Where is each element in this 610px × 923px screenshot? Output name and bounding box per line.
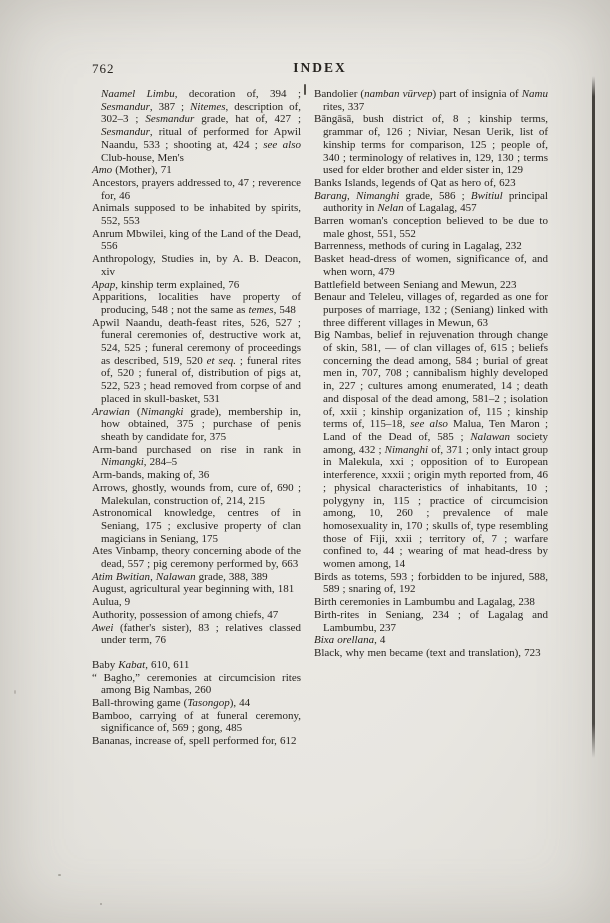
index-letter-group	[314, 88, 548, 660]
scan-speckle	[14, 690, 16, 694]
index-entry: Birth-rites in Seniang, 234 ; of Lagalag and Lambumbu, 237	[314, 608, 548, 634]
index-entry: Ancestors, prayers addressed to, 47 ; reverence for, 46	[92, 176, 301, 202]
index-entry: August, agricultural year beginning with, 181	[92, 583, 295, 596]
index-entry: Animals supposed to be inhabited by spirits, 552, 553	[92, 202, 301, 228]
index-entry: Bamboo, carrying of at funeral ceremony, significance of, 569 ; gong, 485	[92, 709, 301, 735]
index-entry: Baby Kabat, 610, 611	[92, 658, 190, 671]
index-columns	[92, 88, 548, 748]
index-entry: Barrenness, methods of curing in Lagalag, 232	[314, 240, 522, 253]
index-entry: Ball-throwing game (Tasongop), 44	[92, 697, 251, 710]
index-entry: Aulua, 9	[92, 596, 131, 609]
index-entry: Black, why men became (text and translation), 723	[314, 646, 541, 659]
index-entry: Naamel Limbu, decoration of, 394 ; Sesmandur, 387 ; Nitemes, description of, 302–3 ; Sesmandur grade, hat of, 427 ; Sesmandur, ritual of performed for Apwil Naandu, 533 ; shooting at, 424 ; see also Club-house, Men's	[101, 88, 302, 164]
index-entry: Arrows, ghostly, wounds from, cure of, 690 ; Malekulan, construction of, 214, 215	[92, 481, 301, 507]
index-entry: Anthropology, Studies in, by A. B. Deacon, xiv	[92, 253, 301, 278]
page-number: 762	[92, 61, 115, 76]
index-entry: Banks Islands, legends of Qat as hero of, 623	[314, 176, 516, 189]
index-entry: Ates Vinbamp, theory concerning abode of the dead, 557 ; pig ceremony performed by, 663	[92, 545, 301, 571]
index-entry: Apparitions, localities have property of producing, 548 ; not the same as temes, 548	[92, 291, 301, 316]
index-column-right	[314, 88, 548, 748]
index-entry: Apwil Naandu, death-feast rites, 526, 527 ; funeral ceremonies of, destructive work at, 524, 525 ; funeral ceremony of proceedings as described, 519, 520 et seq. ; funeral rites of, 520 ; funeral of, distribution of pigs at, 522, 523 ; head removed from corpse of and placed in skull-basket, 531	[92, 316, 301, 405]
page-title: INDEX	[293, 60, 347, 75]
index-letter-group	[92, 659, 301, 748]
index-entry: Battlefield between Seniang and Mewun, 223	[314, 278, 517, 291]
index-column-left	[92, 88, 301, 748]
index-entry: Benaur and Teleleu, villages of, regarded as one for purposes of marriage, 132 ; (Seniang) linked with three different villages in Mewun, 63	[314, 291, 548, 329]
scan-speckle	[100, 903, 102, 905]
index-entry: Big Nambas, belief in rejuvenation through change of skin, 581, — of clan villages of, 615 ; beliefs concerning the dead among, 584 ; burial of great men in, 707, 708 ; cannibalism highly developed in, 227 ; cultures among enumerated, 14 ; death and disposal of the dead among, 581–2 ; isolation of, xxii ; kinship organization of, 115 ; kinship terms of, 115–18, see also Malua, Ten Maron ; Land of the Dead of, 585 ; Nalawan society among, 432 ; Nimanghi of, 371 ; only intact group in Malekula, xxi ; opposition of to European interference, xxxii ; origin myth reported from, 46 ; physical characteristics of inhabitants, 10 ; polygyny in, 115 ; practice of circumcision among, 10, 260 ; prevalence of male homosexuality in, 170 ; skulls of, type resembling those of Fiji, xxii ; territory of, 7 ; warfare confined to, 44 ; wearing of mat head-dress by women among, 14	[314, 329, 548, 571]
index-entry: Awei (father's sister), 83 ; relatives classed under term, 76	[92, 621, 301, 647]
index-entry: Birds as totems, 593 ; forbidden to be injured, 588, 589 ; snaring of, 192	[314, 570, 548, 596]
index-entry: Anrum Mbwilei, king of the Land of the Dead, 556	[92, 227, 301, 253]
index-entry: Bandolier (namban vürvep) part of insignia of Namu rites, 337	[314, 88, 548, 113]
index-entry: Barren woman's conception believed to be due to male ghost, 551, 552	[314, 215, 548, 240]
page-edge-line	[592, 76, 595, 758]
index-entry: Bāngāsā, bush district of, 8 ; kinship terms, grammar of, 126 ; Niviar, Nesan Uerik, list of kinship terms for comparison, 125 ; people of, 340 ; terminology of relatives in, 129, 130 ; terms used for elder brother and elder sister in, 129	[314, 113, 548, 177]
index-entry: Arm-band purchased on rise in rank in Nimangki, 284–5	[92, 443, 301, 469]
index-entry: Barang, Nimanghi grade, 586 ; Bwitiul principal authority in Nelan of Lagalag, 457	[314, 189, 548, 215]
index-entry: Apap, kinship term explained, 76	[92, 278, 240, 291]
column-separator-mark	[304, 84, 306, 95]
index-entry: Arm-bands, making of, 36	[92, 469, 210, 482]
page-header	[92, 60, 548, 78]
index-entry: Amo (Mother), 71	[92, 164, 172, 177]
index-entry: Bananas, increase of, spell performed for, 612	[92, 735, 297, 748]
index-entry: Arawian (Nimangki grade), membership in, how obtained, 375 ; purchase of penis sheath by candidate for, 375	[92, 405, 301, 443]
index-entry: Atim Bwitian, Nalawan grade, 388, 389	[92, 570, 268, 583]
index-entry: Bixa orellana, 4	[314, 634, 386, 647]
index-entry: Authority, possession of among chiefs, 47	[92, 608, 279, 621]
index-entry: Birth ceremonies in Lambumbu and Lagalag, 238	[314, 596, 535, 609]
index-entry: “ Bagho,” ceremonies at circumcision rites among Big Nambas, 260	[92, 671, 301, 697]
scan-speckle	[58, 874, 61, 876]
index-entry: Astronomical knowledge, centres of in Seniang, 175 ; exclusive property of clan magicians in Seniang, 175	[92, 507, 301, 545]
index-letter-group	[92, 88, 301, 647]
index-entry: Basket head-dress of women, significance of, and when worn, 479	[314, 253, 548, 278]
